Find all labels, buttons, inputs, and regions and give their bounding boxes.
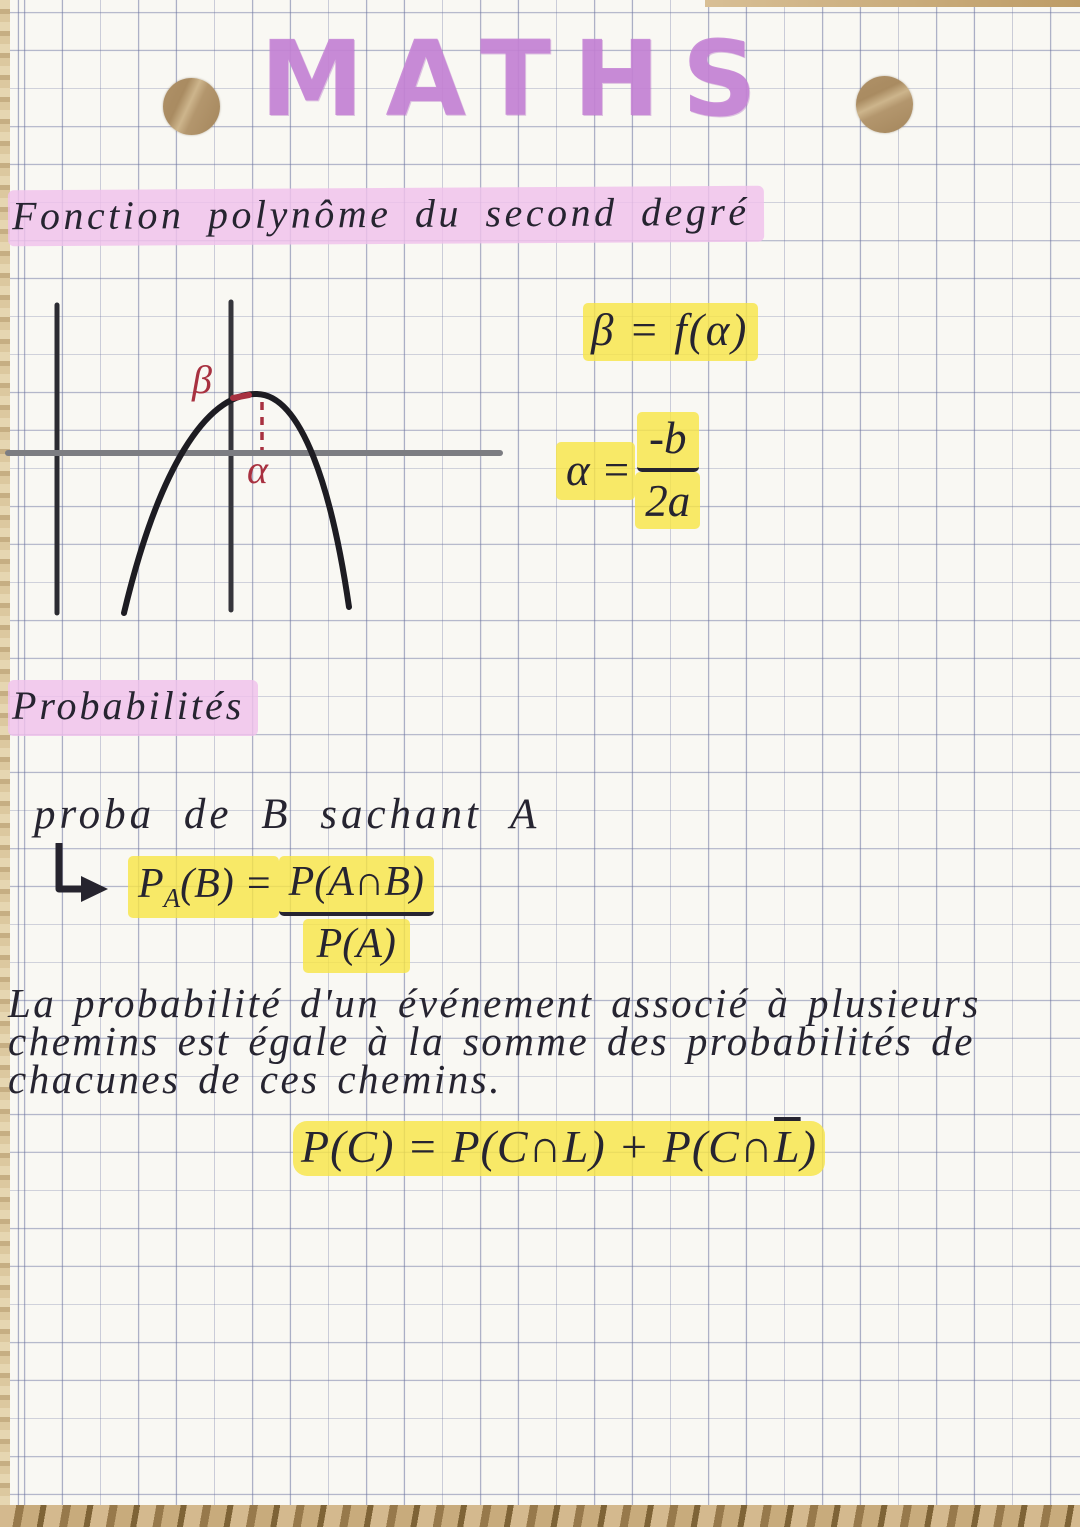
fraction-denominator: P(A) <box>303 919 410 973</box>
section-heading-polynomial <box>8 188 764 240</box>
paragraph-line: La probabilité d'un événement associé à plusieurs <box>8 980 981 1026</box>
symbol-subscript: A <box>163 883 181 913</box>
paragraph-line: chacunes de ces chemins. <box>8 1056 502 1102</box>
section-heading-probability <box>8 682 258 729</box>
page-title: MATHS <box>260 18 779 140</box>
fraction <box>279 856 434 974</box>
total-formula-after: ) <box>800 1121 817 1172</box>
beta-label: β <box>192 357 212 402</box>
probability-paragraph <box>8 980 1078 1102</box>
fraction-numerator: -b <box>637 412 699 472</box>
symbol-p: P <box>138 861 164 907</box>
fraction-denominator: 2a <box>635 472 700 529</box>
fraction-denominator-row <box>289 918 424 974</box>
conditional-formula <box>128 856 434 974</box>
fraction-numerator: P(A∩B) <box>279 856 434 916</box>
conditional-caption: proba de B sachant A <box>34 791 541 838</box>
alpha-formula <box>556 412 700 529</box>
wood-top-edge <box>705 0 1080 7</box>
wood-bottom-edge <box>0 1505 1080 1527</box>
vertex-formula <box>583 304 758 356</box>
alpha-formula-lhs: α = <box>556 442 635 500</box>
kraft-dot-left <box>163 78 220 135</box>
branch-arrow-icon <box>50 843 114 907</box>
pink-highlight: Probabilités <box>8 680 258 736</box>
conditional-lhs <box>128 856 279 918</box>
alpha-label: α <box>247 447 268 492</box>
parabola-sketch <box>0 295 540 630</box>
parabola-curve <box>124 394 349 613</box>
total-probability-formula <box>293 1120 825 1173</box>
vertex-tick <box>233 395 249 398</box>
total-formula-before: P(C) = P(C∩L) + P(C∩ <box>301 1121 775 1172</box>
yellow-highlight: β = f(α) <box>583 303 758 361</box>
symbol-arg: (B) = <box>180 861 273 907</box>
l-complement: $\overline{L}$ <box>774 1121 801 1172</box>
fraction <box>635 412 700 529</box>
paragraph-line: chemins est égale à la somme des probabilités de <box>8 1018 975 1064</box>
pink-highlight: Fonction polynôme du second degré <box>8 186 764 247</box>
yellow-highlight <box>293 1121 825 1176</box>
